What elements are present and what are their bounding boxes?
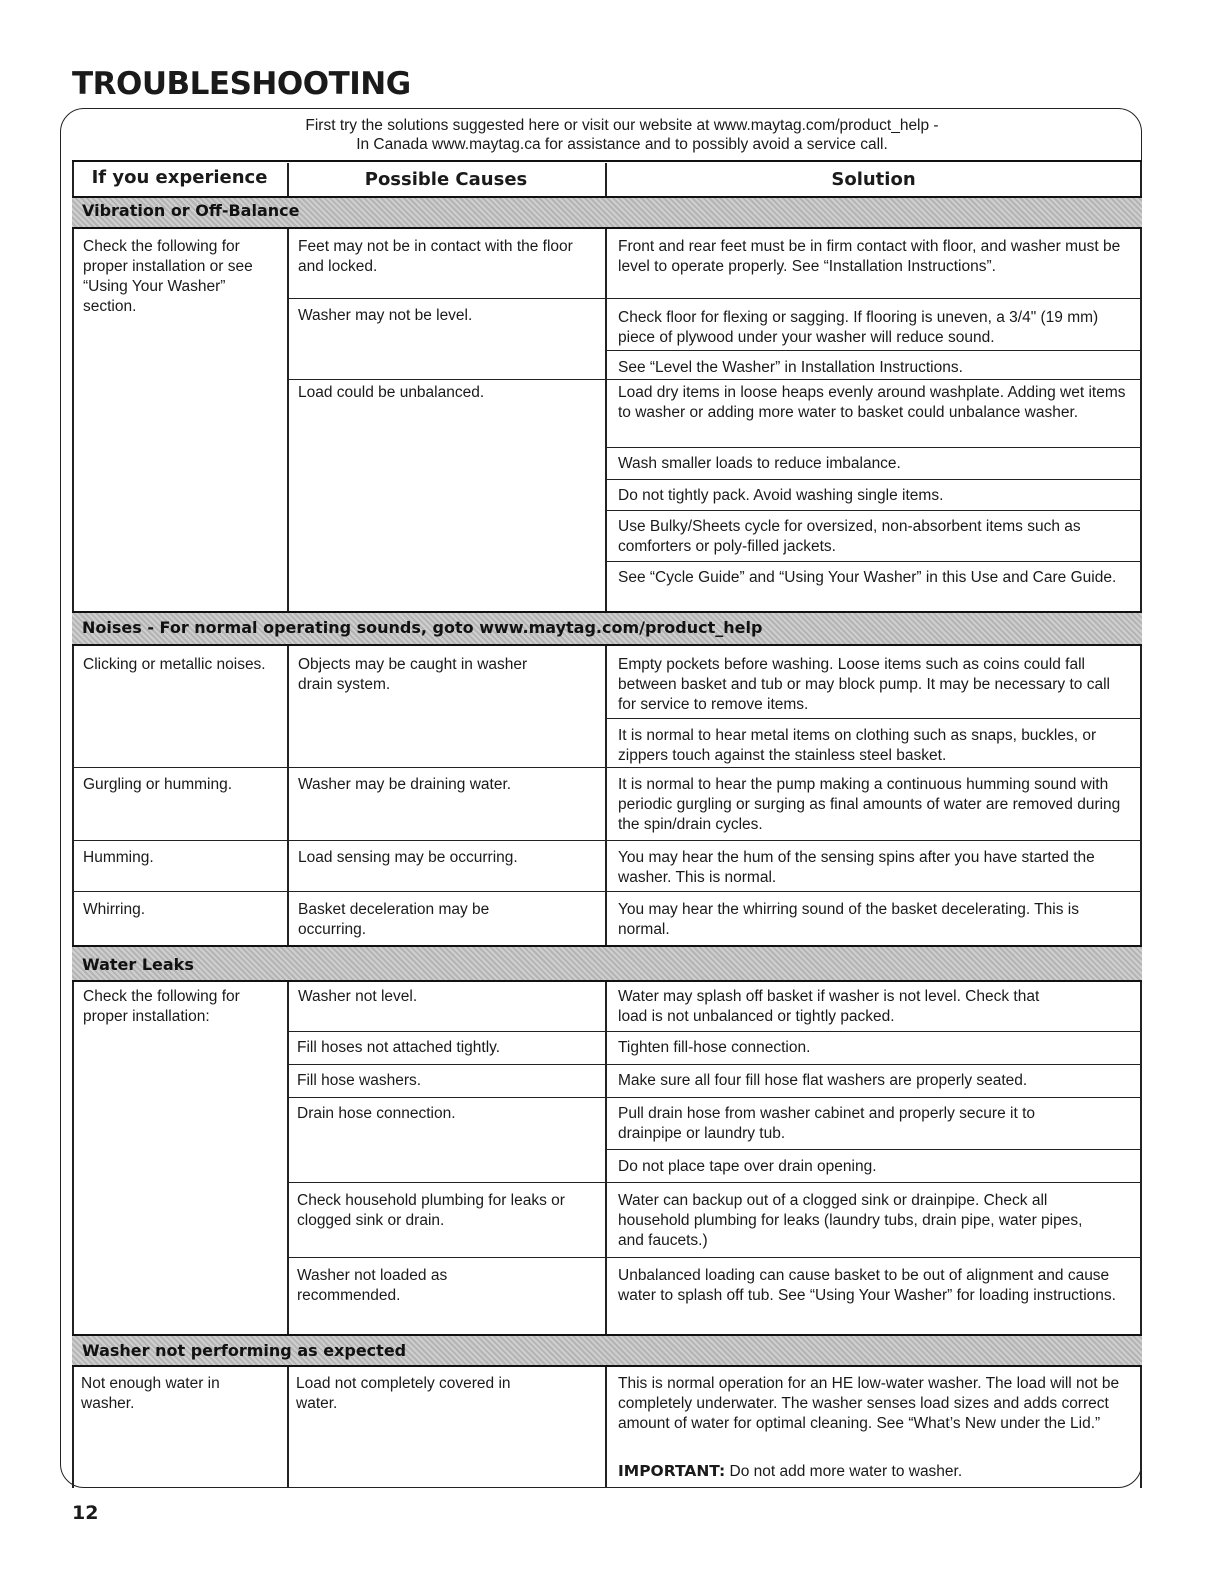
cause-cell: Basket deceleration may be occurring. (298, 901, 490, 938)
row-divider (288, 1182, 1142, 1183)
cause-cell: Washer not level. (298, 988, 418, 1005)
column-divider (287, 982, 289, 1334)
row-divider (606, 718, 1142, 719)
page-number: 12 (72, 1502, 99, 1524)
row-divider (288, 1064, 1142, 1065)
cause-cell: Drain hose connection. (297, 1105, 456, 1122)
solution-cell: Wash smaller loads to reduce imbalance. (618, 455, 901, 472)
experience-cell: Check the following for proper installation or see “Using Your Washer” section. (83, 238, 253, 315)
solution-cell: Water may splash off basket if washer is not level. Check that load is not unbalanced or tightly packed. (618, 988, 1040, 1025)
row-divider (606, 479, 1142, 480)
solution-cell: Do not tightly pack. Avoid washing single items. (618, 487, 944, 504)
row-divider (606, 561, 1142, 562)
cause-cell: Load sensing may be occurring. (298, 849, 518, 866)
solution-cell: Water can backup out of a clogged sink or drainpipe. Check all household plumbing for leaks (laundry tubs, drain pipe, water pipes, and faucets.) (618, 1192, 1083, 1249)
solution-cell: Use Bulky/Sheets cycle for oversized, non-absorbent items such as comforters or poly-filled jackets. (618, 518, 1081, 555)
row-divider (72, 840, 1142, 841)
experience-cell: Whirring. (83, 901, 146, 918)
section-band-vibration (72, 196, 1142, 229)
row-divider (606, 510, 1142, 511)
experience-cell: Not enough water in washer. (81, 1375, 220, 1412)
row-divider (288, 1097, 1142, 1098)
section-band-noises (72, 611, 1142, 646)
column-divider (605, 646, 607, 945)
solution-cell: You may hear the whirring sound of the basket decelerating. This is normal. (618, 901, 1079, 938)
experience-cell: Clicking or metallic noises. (83, 656, 266, 673)
section-title-leaks: Water Leaks (82, 955, 194, 974)
section-band-leaks (72, 945, 1142, 982)
row-divider (606, 1149, 1142, 1150)
cause-cell: Washer may be draining water. (298, 776, 512, 793)
solution-cell: This is normal operation for an HE low-water washer. The load will not be completely underwater. The washer senses load sizes and adds correct amount of water for optimal cleaning. See “What’s New under the Lid.” (618, 1375, 1120, 1432)
solution-cell: Do not place tape over drain opening. (618, 1158, 877, 1175)
cause-cell: Load could be unbalanced. (298, 384, 485, 401)
solution-cell: Tighten fill-hose connection. (618, 1039, 811, 1056)
section-title-noises: Noises - For normal operating sounds, goto www.maytag.com/product_help (82, 618, 763, 637)
experience-cell: Gurgling or humming. (83, 776, 233, 793)
row-divider (288, 379, 1142, 380)
row-divider (606, 350, 1142, 351)
page-title: TROUBLESHOOTING (72, 66, 411, 102)
section-band-performing (72, 1334, 1142, 1367)
intro-line-2: In Canada www.maytag.ca for assistance and to possibly avoid a service call. (356, 136, 888, 153)
row-divider (288, 298, 1142, 299)
row-divider (72, 891, 1142, 892)
important-label: IMPORTANT: (618, 1462, 726, 1480)
experience-cell: Check the following for proper installation: (83, 988, 240, 1025)
solution-cell: It is normal to hear metal items on clothing such as snaps, buckles, or zippers touch against the stainless steel basket. (618, 727, 1097, 764)
cause-cell: Washer not loaded as recommended. (297, 1267, 448, 1304)
cause-cell: Washer may not be level. (298, 307, 473, 324)
solution-cell: Check floor for flexing or sagging. If flooring is uneven, a 3/4" (19 mm) piece of plywood under your washer will reduce sound. (618, 309, 1099, 346)
solution-cell: You may hear the hum of the sensing spins after you have started the washer. This is normal. (618, 849, 1095, 886)
solution-cell: Load dry items in loose heaps evenly around washplate. Adding wet items to washer or adding more water to basket could unbalance washer. (618, 384, 1126, 421)
experience-cell: Humming. (83, 849, 154, 866)
row-divider (72, 767, 1142, 768)
cause-cell: Check household plumbing for leaks or clogged sink or drain. (297, 1192, 565, 1229)
section-title-vibration: Vibration or Off-Balance (82, 201, 300, 220)
cause-cell: Feet may not be in contact with the floor and locked. (298, 238, 573, 275)
header-causes: Possible Causes (364, 169, 528, 190)
solution-cell: Front and rear feet must be in firm contact with floor, and washer must be level to operate properly. See “Installation Instructions”. (618, 238, 1121, 275)
solution-cell: See “Cycle Guide” and “Using Your Washer” in this Use and Care Guide. (618, 569, 1117, 586)
header-experience: If you experience (91, 167, 268, 188)
important-note (618, 1461, 1128, 1482)
header-solution: Solution (831, 169, 916, 190)
column-divider (287, 229, 289, 611)
cause-cell: Objects may be caught in washer drain system. (298, 656, 528, 693)
solution-cell: Pull drain hose from washer cabinet and properly secure it to drainpipe or laundry tub. (618, 1105, 1035, 1142)
row-divider (288, 1257, 1142, 1258)
intro-line-1: First try the solutions suggested here or visit our website at www.maytag.com/product_help - (305, 117, 939, 134)
column-divider (287, 646, 289, 945)
cause-cell: Load not completely covered in water. (296, 1375, 511, 1412)
solution-cell: It is normal to hear the pump making a continuous humming sound with periodic gurgling or surging as final amounts of water are removed during the spin/drain cycles. (618, 776, 1121, 833)
solution-cell: Unbalanced loading can cause basket to be out of alignment and cause water to splash off tub. See “Using Your Washer” for loading instructions. (618, 1267, 1116, 1304)
cause-cell: Fill hose washers. (297, 1072, 422, 1089)
column-divider (605, 982, 607, 1334)
cause-cell: Fill hoses not attached tightly. (297, 1039, 501, 1056)
row-divider (606, 447, 1142, 448)
section-title-performing: Washer not performing as expected (82, 1341, 407, 1360)
solution-cell: See “Level the Washer” in Installation Instructions. (618, 359, 963, 376)
column-divider (287, 1366, 289, 1488)
row-divider (288, 1031, 1142, 1032)
column-divider (605, 229, 607, 611)
intro-text (72, 116, 1142, 154)
solution-cell: Make sure all four fill hose flat washers are properly seated. (618, 1072, 1028, 1089)
column-divider (605, 1366, 607, 1488)
table-top-border (72, 160, 1142, 162)
important-text: Do not add more water to washer. (725, 1463, 963, 1480)
solution-cell: Empty pockets before washing. Loose items such as coins could fall between basket and tub or may block pump. It may be necessary to call for service to remove items. (618, 656, 1110, 713)
